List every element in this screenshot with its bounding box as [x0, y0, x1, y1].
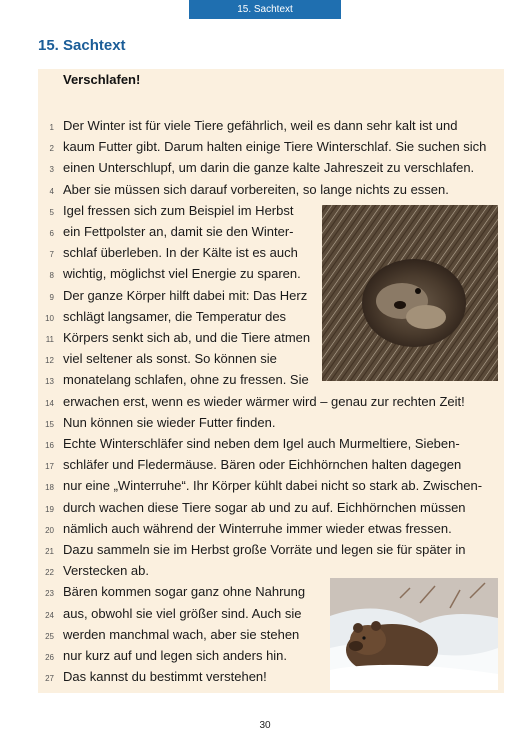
text-line: Nun können sie wieder Futter finden.: [63, 414, 276, 430]
text-line: Verstecken ab.: [63, 563, 149, 579]
hedgehog-photo: [322, 205, 498, 381]
text-line: Der Winter ist für viele Tiere gefährlich, weil es dann sehr kalt ist und: [63, 118, 458, 133]
line-number: 16: [45, 441, 54, 450]
line-number: 6: [49, 229, 54, 238]
line-number: 20: [45, 525, 54, 535]
page-number: 30: [259, 720, 271, 731]
text-line: durch wachen diese Tiere sogar ab und zu auf. Eichhörnchen müssen: [63, 499, 466, 515]
line-number: 2: [49, 144, 54, 154]
line-number: 11: [45, 335, 54, 344]
line-number: 7: [49, 250, 54, 260]
hedgehog-image: [322, 205, 498, 381]
line-number: 22: [45, 568, 54, 578]
text-line: aus, obwohl sie viel größer sind. Auch sie: [63, 605, 302, 621]
line-number: 4: [49, 186, 54, 196]
text-line: monatelang schlafen, ohne zu fressen. Sie: [63, 372, 309, 388]
line-number: 13: [45, 377, 54, 387]
line-number: 26: [45, 653, 54, 662]
text-line: kaum Futter gibt. Darum halten einige Tiere Winterschlaf. Sie suchen sich: [63, 139, 487, 155]
line-number: 10: [45, 313, 54, 323]
line-number: 9: [49, 292, 54, 302]
line-number: 1: [49, 123, 54, 132]
bear-image: [330, 578, 498, 690]
text-line: schlägt langsamer, die Temperatur des: [63, 308, 287, 324]
text-line: nämlich auch während der Winterruhe immer wieder etwas fressen.: [63, 520, 452, 536]
text-line: Echte Winterschläfer sind neben dem Igel auch Murmeltiere, Sieben-: [63, 436, 460, 451]
text-line: nur kurz auf und legen sich anders hin.: [63, 648, 288, 663]
text-line: Körpers senkt sich ab, und die Tiere atmen: [63, 330, 311, 345]
text-line: werden manchmal wach, aber sie stehen: [63, 626, 300, 642]
line-number: 8: [49, 271, 54, 281]
section-title: 15. Sachtext: [38, 37, 126, 54]
story-title: Verschlafen!: [63, 72, 141, 87]
line-number: 24: [45, 610, 54, 620]
text-line: nur eine „Winterruhe“. Ihr Körper kühlt dabei nicht so stark ab. Zwischen-: [63, 478, 483, 494]
text-line: Das kannst du bestimmt verstehen!: [63, 669, 267, 685]
line-number: 15: [45, 419, 54, 429]
line-number: 14: [45, 398, 54, 408]
line-number: 3: [49, 165, 54, 175]
text-line: viel seltener als sonst. So können sie: [63, 351, 277, 367]
line-number: 18: [45, 483, 54, 493]
text-line: einen Unterschlupf, um darin die ganze kalte Jahreszeit zu verschlafen.: [63, 160, 475, 176]
line-number: 19: [45, 504, 54, 514]
text-line: Aber sie müssen sich darauf vorbereiten, so lange nichts zu essen.: [63, 181, 449, 197]
text-line: Bären kommen sogar ganz ohne Nahrung: [63, 584, 306, 600]
text-line: ein Fettpolster an, damit sie den Winter-: [63, 224, 294, 239]
line-number: 25: [45, 631, 54, 641]
text-line: Der ganze Körper hilft dabei mit: Das Herz: [63, 287, 308, 303]
text-line: erwachen erst, wenn es wieder wärmer wird – genau zur rechten Zeit!: [63, 393, 465, 409]
bear-photo: [330, 578, 498, 690]
line-number: 12: [45, 356, 54, 366]
line-number: 21: [45, 547, 54, 556]
line-number: 17: [45, 462, 54, 472]
text-line: schlaf überleben. In der Kälte ist es auch: [63, 245, 298, 261]
header-tab: 15. Sachtext: [189, 0, 341, 19]
text-line: wichtig, möglichst viel Energie zu sparen.: [63, 266, 301, 282]
text-line: Igel fressen sich zum Beispiel im Herbst: [63, 202, 294, 218]
text-line: schläfer und Fledermäuse. Bären oder Eichhörnchen halten dagegen: [63, 457, 462, 473]
line-number: 23: [45, 589, 54, 599]
line-number: 5: [49, 207, 54, 217]
text-line: Dazu sammeln sie im Herbst große Vorräte und legen sie für später in: [63, 542, 466, 557]
line-number: 27: [45, 674, 54, 684]
